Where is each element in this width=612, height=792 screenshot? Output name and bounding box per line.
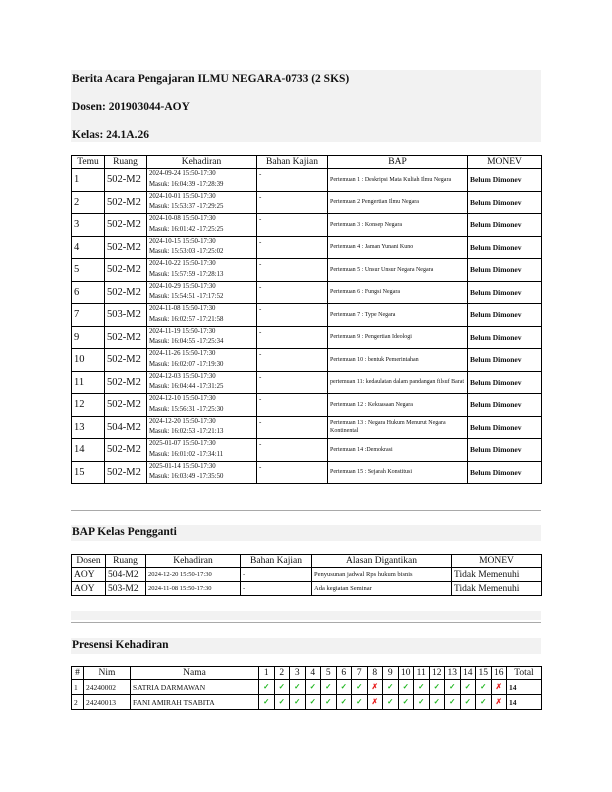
pengganti-title: BAP Kelas Pengganti xyxy=(72,526,177,538)
col-header-5: 5 xyxy=(321,667,337,680)
col-header-alasan: Alasan Digantikan xyxy=(312,555,452,568)
alasan-cell: Penyusunan jadwal Rps hukum bisnis xyxy=(312,568,452,582)
bap-row xyxy=(72,439,542,462)
jadwal-text: 2025-01-07 15:50-17:30 xyxy=(149,440,216,448)
ruang-cell: 502-M2 xyxy=(105,371,147,394)
temu-cell: 14 xyxy=(72,439,105,462)
masuk-text: Masuk: 16:03:49 -17:35:50 xyxy=(149,473,224,481)
kehadiran-cell xyxy=(147,439,257,462)
monev-cell: Tidak Memenuhi xyxy=(452,568,542,582)
pengganti-table xyxy=(71,554,542,596)
bap-row xyxy=(72,416,542,439)
bap-row xyxy=(72,236,542,259)
kehadiran-cell xyxy=(147,461,257,484)
nama-cell: SATRIA DARMAWAN xyxy=(131,680,259,695)
masuk-text: Masuk: 16:01:42 -17:25:25 xyxy=(149,225,224,233)
jadwal-text: 2025-01-14 15:50-17:30 xyxy=(149,462,216,470)
check-icon: ✓ xyxy=(414,695,430,710)
bahan-kajian-cell: - xyxy=(257,461,328,484)
bap-row xyxy=(72,349,542,372)
monev-cell: Belum Dimonev xyxy=(468,214,542,237)
ruang-cell: 502-M2 xyxy=(105,349,147,372)
kehadiran-cell xyxy=(147,349,257,372)
dosen-cell: AOY xyxy=(72,582,106,596)
ruang-cell: 504-M2 xyxy=(105,416,147,439)
pengganti-row xyxy=(72,582,542,596)
check-icon: ✓ xyxy=(445,680,461,695)
dosen-label: Dosen: 201903044-AOY xyxy=(72,101,190,113)
report-title: Berita Acara Pengajaran ILMU NEGARA-0733 (2 SKS) xyxy=(72,73,350,85)
temu-cell: 6 xyxy=(72,281,105,304)
check-icon: ✓ xyxy=(274,695,290,710)
col-header-kehadiran: Kehadiran xyxy=(146,555,241,568)
bap-cell: Pertemuan 1 : Deskripsi Mata Kuliah Ilmu Negara xyxy=(328,169,468,192)
kehadiran-cell xyxy=(147,394,257,417)
check-icon: ✓ xyxy=(429,695,445,710)
pengganti-row xyxy=(72,568,542,582)
bap-cell: Pertemuan 12 : Kekuasaan Negara xyxy=(328,394,468,417)
check-icon: ✓ xyxy=(383,680,399,695)
jadwal-text: 2024-12-20 15:50-17:30 xyxy=(149,417,216,425)
bap-table xyxy=(71,155,542,484)
masuk-text: Masuk: 16:02:57 -17:21:58 xyxy=(149,315,224,323)
jadwal-text: 2024-11-26 15:50-17:30 xyxy=(149,350,216,358)
bahan-kajian-cell: - xyxy=(257,326,328,349)
bap-row xyxy=(72,191,542,214)
ruang-cell: 502-M2 xyxy=(105,259,147,282)
monev-cell: Belum Dimonev xyxy=(468,349,542,372)
ruang-cell: 502-M2 xyxy=(105,461,147,484)
temu-cell: 10 xyxy=(72,349,105,372)
kehadiran-cell xyxy=(147,259,257,282)
col-header-1: 1 xyxy=(259,667,275,680)
masuk-text: Masuk: 15:53:03 -17:25:02 xyxy=(149,248,224,256)
jadwal-text: 2024-10-01 15:50-17:30 xyxy=(149,192,216,200)
check-icon: ✓ xyxy=(445,695,461,710)
col-header-temu: Temu xyxy=(72,156,105,169)
temu-cell: 1 xyxy=(72,169,105,192)
temu-cell: 4 xyxy=(72,236,105,259)
kehadiran-cell xyxy=(147,191,257,214)
monev-cell: Belum Dimonev xyxy=(468,191,542,214)
check-icon: ✓ xyxy=(321,695,337,710)
monev-cell: Belum Dimonev xyxy=(468,169,542,192)
col-header-15: 15 xyxy=(476,667,492,680)
ruang-cell: 502-M2 xyxy=(105,191,147,214)
masuk-text: Masuk: 15:56:31 -17:25:30 xyxy=(149,405,224,413)
ruang-cell: 504-M2 xyxy=(106,568,146,582)
monev-cell: Belum Dimonev xyxy=(468,416,542,439)
kehadiran-cell: 2024-12-20 15:50-17:30 xyxy=(146,568,241,582)
cross-icon: ✗ xyxy=(367,680,383,695)
nim-cell: 24240013 xyxy=(84,695,131,710)
check-icon: ✓ xyxy=(383,695,399,710)
temu-cell: 9 xyxy=(72,326,105,349)
divider xyxy=(71,622,541,623)
bap-row xyxy=(72,259,542,282)
kehadiran-cell: 2024-11-08 15:50-17:30 xyxy=(146,582,241,596)
ruang-cell: 502-M2 xyxy=(105,214,147,237)
col-header-kehadiran: Kehadiran xyxy=(147,156,257,169)
col-header-6: 6 xyxy=(336,667,352,680)
bap-cell: Pertemuan 2 Pengertian Ilmu Negara xyxy=(328,191,468,214)
col-header-nim: Nim xyxy=(84,667,131,680)
check-icon: ✓ xyxy=(321,680,337,695)
bap-row xyxy=(72,304,542,327)
monev-cell: Belum Dimonev xyxy=(468,281,542,304)
bahan-kajian-cell: - xyxy=(257,259,328,282)
check-icon: ✓ xyxy=(290,695,306,710)
col-header-nama: Nama xyxy=(131,667,259,680)
col-header-bahan-kajian: Bahan Kajian xyxy=(257,156,328,169)
check-icon: ✓ xyxy=(476,680,492,695)
kehadiran-cell xyxy=(147,214,257,237)
ruang-cell: 502-M2 xyxy=(105,394,147,417)
divider xyxy=(71,510,541,511)
jadwal-text: 2024-10-08 15:50-17:30 xyxy=(149,215,216,223)
monev-cell: Belum Dimonev xyxy=(468,371,542,394)
col-header-8: 8 xyxy=(367,667,383,680)
cross-icon: ✗ xyxy=(367,695,383,710)
col-header-bap: BAP xyxy=(328,156,468,169)
dosen-cell: AOY xyxy=(72,568,106,582)
monev-cell: Tidak Memenuhi xyxy=(452,582,542,596)
temu-cell: 2 xyxy=(72,191,105,214)
bahan-kajian-cell: - xyxy=(257,416,328,439)
bap-row xyxy=(72,281,542,304)
jadwal-text: 2024-10-29 15:50-17:30 xyxy=(149,282,216,290)
bap-row xyxy=(72,169,542,192)
nim-cell: 24240002 xyxy=(84,680,131,695)
temu-cell: 13 xyxy=(72,416,105,439)
total-cell: 14 xyxy=(507,695,542,710)
kehadiran-cell xyxy=(147,326,257,349)
temu-cell: 15 xyxy=(72,461,105,484)
bap-cell: Pertemuan 13 : Negara Hukum Menurut Negara Kontinental xyxy=(328,416,468,439)
section-spacer xyxy=(71,611,541,620)
temu-cell: 12 xyxy=(72,394,105,417)
monev-cell: Belum Dimonev xyxy=(468,326,542,349)
masuk-text: Masuk: 16:02:07 -17:19:30 xyxy=(149,360,224,368)
bap-row xyxy=(72,326,542,349)
bap-cell: Pertemuan 4 : Jaman Yunani Kuno xyxy=(328,236,468,259)
check-icon: ✓ xyxy=(305,695,321,710)
monev-cell: Belum Dimonev xyxy=(468,304,542,327)
cross-icon: ✗ xyxy=(491,680,507,695)
jadwal-text: 2024-11-08 15:50-17:30 xyxy=(149,305,216,313)
kehadiran-cell xyxy=(147,236,257,259)
kehadiran-cell xyxy=(147,169,257,192)
check-icon: ✓ xyxy=(460,680,476,695)
monev-cell: Belum Dimonev xyxy=(468,236,542,259)
check-icon: ✓ xyxy=(352,680,368,695)
monev-cell: Belum Dimonev xyxy=(468,259,542,282)
masuk-text: Masuk: 15:54:51 -17:17:52 xyxy=(149,293,224,301)
temu-cell: 11 xyxy=(72,371,105,394)
col-header-monev: MONEV xyxy=(452,555,542,568)
bap-row xyxy=(72,371,542,394)
col-header-no: # xyxy=(72,667,84,680)
check-icon: ✓ xyxy=(305,680,321,695)
col-header-7: 7 xyxy=(352,667,368,680)
bahan-kajian-cell: - xyxy=(257,371,328,394)
masuk-text: Masuk: 15:53:37 -17:29:25 xyxy=(149,203,224,211)
col-header-14: 14 xyxy=(460,667,476,680)
masuk-text: Masuk: 16:01:02 -17:34:11 xyxy=(149,450,224,458)
temu-cell: 3 xyxy=(72,214,105,237)
check-icon: ✓ xyxy=(429,680,445,695)
check-icon: ✓ xyxy=(352,695,368,710)
col-header-ruang: Ruang xyxy=(105,156,147,169)
presensi-header-row xyxy=(72,667,542,680)
check-icon: ✓ xyxy=(336,695,352,710)
jadwal-text: 2024-12-10 15:50-17:30 xyxy=(149,395,216,403)
jadwal-text: 2024-10-15 15:50-17:30 xyxy=(149,237,216,245)
jadwal-text: 2024-12-03 15:50-17:30 xyxy=(149,372,216,380)
col-header-total: Total xyxy=(507,667,542,680)
temu-cell: 7 xyxy=(72,304,105,327)
check-icon: ✓ xyxy=(398,695,414,710)
bahan-kajian-cell: - xyxy=(257,349,328,372)
check-icon: ✓ xyxy=(290,680,306,695)
kelas-label: Kelas: 24.1A.26 xyxy=(72,129,149,141)
col-header-bahan-kajian: Bahan Kajian xyxy=(241,555,312,568)
report-header xyxy=(71,70,541,142)
col-header-4: 4 xyxy=(305,667,321,680)
bap-header-row xyxy=(72,156,542,169)
presensi-table xyxy=(71,666,542,710)
col-header-3: 3 xyxy=(290,667,306,680)
col-header-dosen: Dosen xyxy=(72,555,106,568)
monev-cell: Belum Dimonev xyxy=(468,439,542,462)
presensi-row xyxy=(72,680,542,695)
col-header-9: 9 xyxy=(383,667,399,680)
col-header-monev: MONEV xyxy=(468,156,542,169)
total-cell: 14 xyxy=(507,680,542,695)
col-header-16: 16 xyxy=(491,667,507,680)
jadwal-text: 2024-09-24 15:50-17:30 xyxy=(149,170,216,178)
col-header-13: 13 xyxy=(445,667,461,680)
kehadiran-cell xyxy=(147,371,257,394)
bahan-kajian-cell: - xyxy=(257,281,328,304)
bahan-kajian-cell: - xyxy=(257,304,328,327)
masuk-text: Masuk: 16:02:53 -17:21:13 xyxy=(149,428,224,436)
cross-icon: ✗ xyxy=(491,695,507,710)
bap-cell: Pertemuan 9 : Pengertian Ideologi xyxy=(328,326,468,349)
bap-cell: Pertemuan 6 : Fungsi Negara xyxy=(328,281,468,304)
bahan-kajian-cell: - xyxy=(257,236,328,259)
check-icon: ✓ xyxy=(476,695,492,710)
bahan-kajian-cell: - xyxy=(257,169,328,192)
presensi-section xyxy=(71,638,541,654)
ruang-cell: 502-M2 xyxy=(105,169,147,192)
jadwal-text: 2024-11-19 15:50-17:30 xyxy=(149,327,216,335)
bap-row xyxy=(72,461,542,484)
presensi-row xyxy=(72,695,542,710)
check-icon: ✓ xyxy=(259,680,275,695)
no-cell: 1 xyxy=(72,680,84,695)
monev-cell: Belum Dimonev xyxy=(468,461,542,484)
bap-cell: Pertemuan 5 : Unsur Unsur Negara Negara xyxy=(328,259,468,282)
bahan-kajian-cell: - xyxy=(257,439,328,462)
check-icon: ✓ xyxy=(336,680,352,695)
bap-cell: Pertemuan 14 :Demokrasi xyxy=(328,439,468,462)
bahan-kajian-cell: - xyxy=(257,214,328,237)
jadwal-text: 2024-10-22 15:50-17:30 xyxy=(149,260,216,268)
check-icon: ✓ xyxy=(398,680,414,695)
bap-row xyxy=(72,394,542,417)
ruang-cell: 502-M2 xyxy=(105,326,147,349)
col-header-12: 12 xyxy=(429,667,445,680)
ruang-cell: 503-M2 xyxy=(105,304,147,327)
masuk-text: Masuk: 16:04:39 -17:28:39 xyxy=(149,180,224,188)
bap-row xyxy=(72,214,542,237)
ruang-cell: 502-M2 xyxy=(105,281,147,304)
check-icon: ✓ xyxy=(274,680,290,695)
kehadiran-cell xyxy=(147,281,257,304)
check-icon: ✓ xyxy=(259,695,275,710)
masuk-text: Masuk: 16:04:55 -17:25:34 xyxy=(149,338,224,346)
presensi-title: Presensi Kehadiran xyxy=(72,639,169,651)
bap-cell: Pertemuan 7 : Type Negara xyxy=(328,304,468,327)
pengganti-header-row xyxy=(72,555,542,568)
ruang-cell: 502-M2 xyxy=(105,439,147,462)
kehadiran-cell xyxy=(147,416,257,439)
bahan-kajian-cell: - xyxy=(241,582,312,596)
bap-cell: Pertemuan 10 : bentuk Pemerintahan xyxy=(328,349,468,372)
monev-cell: Belum Dimonev xyxy=(468,394,542,417)
masuk-text: Masuk: 16:04:44 -17:31:25 xyxy=(149,383,224,391)
pengganti-section xyxy=(71,525,541,541)
temu-cell: 5 xyxy=(72,259,105,282)
col-header-ruang: Ruang xyxy=(106,555,146,568)
check-icon: ✓ xyxy=(460,695,476,710)
bap-cell: pertemuan 11: kedaulatan dalam pandangan filsuf Barat xyxy=(328,371,468,394)
col-header-11: 11 xyxy=(414,667,430,680)
bap-cell: Pertemuan 3 : Konsep Negara xyxy=(328,214,468,237)
kehadiran-cell xyxy=(147,304,257,327)
bap-cell: Pertemuan 15 : Sejarah Konstitusi xyxy=(328,461,468,484)
col-header-10: 10 xyxy=(398,667,414,680)
ruang-cell: 503-M2 xyxy=(106,582,146,596)
ruang-cell: 502-M2 xyxy=(105,236,147,259)
alasan-cell: Ada kegiatan Seminar xyxy=(312,582,452,596)
bahan-kajian-cell: - xyxy=(257,394,328,417)
check-icon: ✓ xyxy=(414,680,430,695)
masuk-text: Masuk: 15:57:59 -17:28:13 xyxy=(149,270,224,278)
no-cell: 2 xyxy=(72,695,84,710)
nama-cell: FANI AMIRAH TSABITA xyxy=(131,695,259,710)
bahan-kajian-cell: - xyxy=(257,191,328,214)
col-header-2: 2 xyxy=(274,667,290,680)
bahan-kajian-cell: - xyxy=(241,568,312,582)
